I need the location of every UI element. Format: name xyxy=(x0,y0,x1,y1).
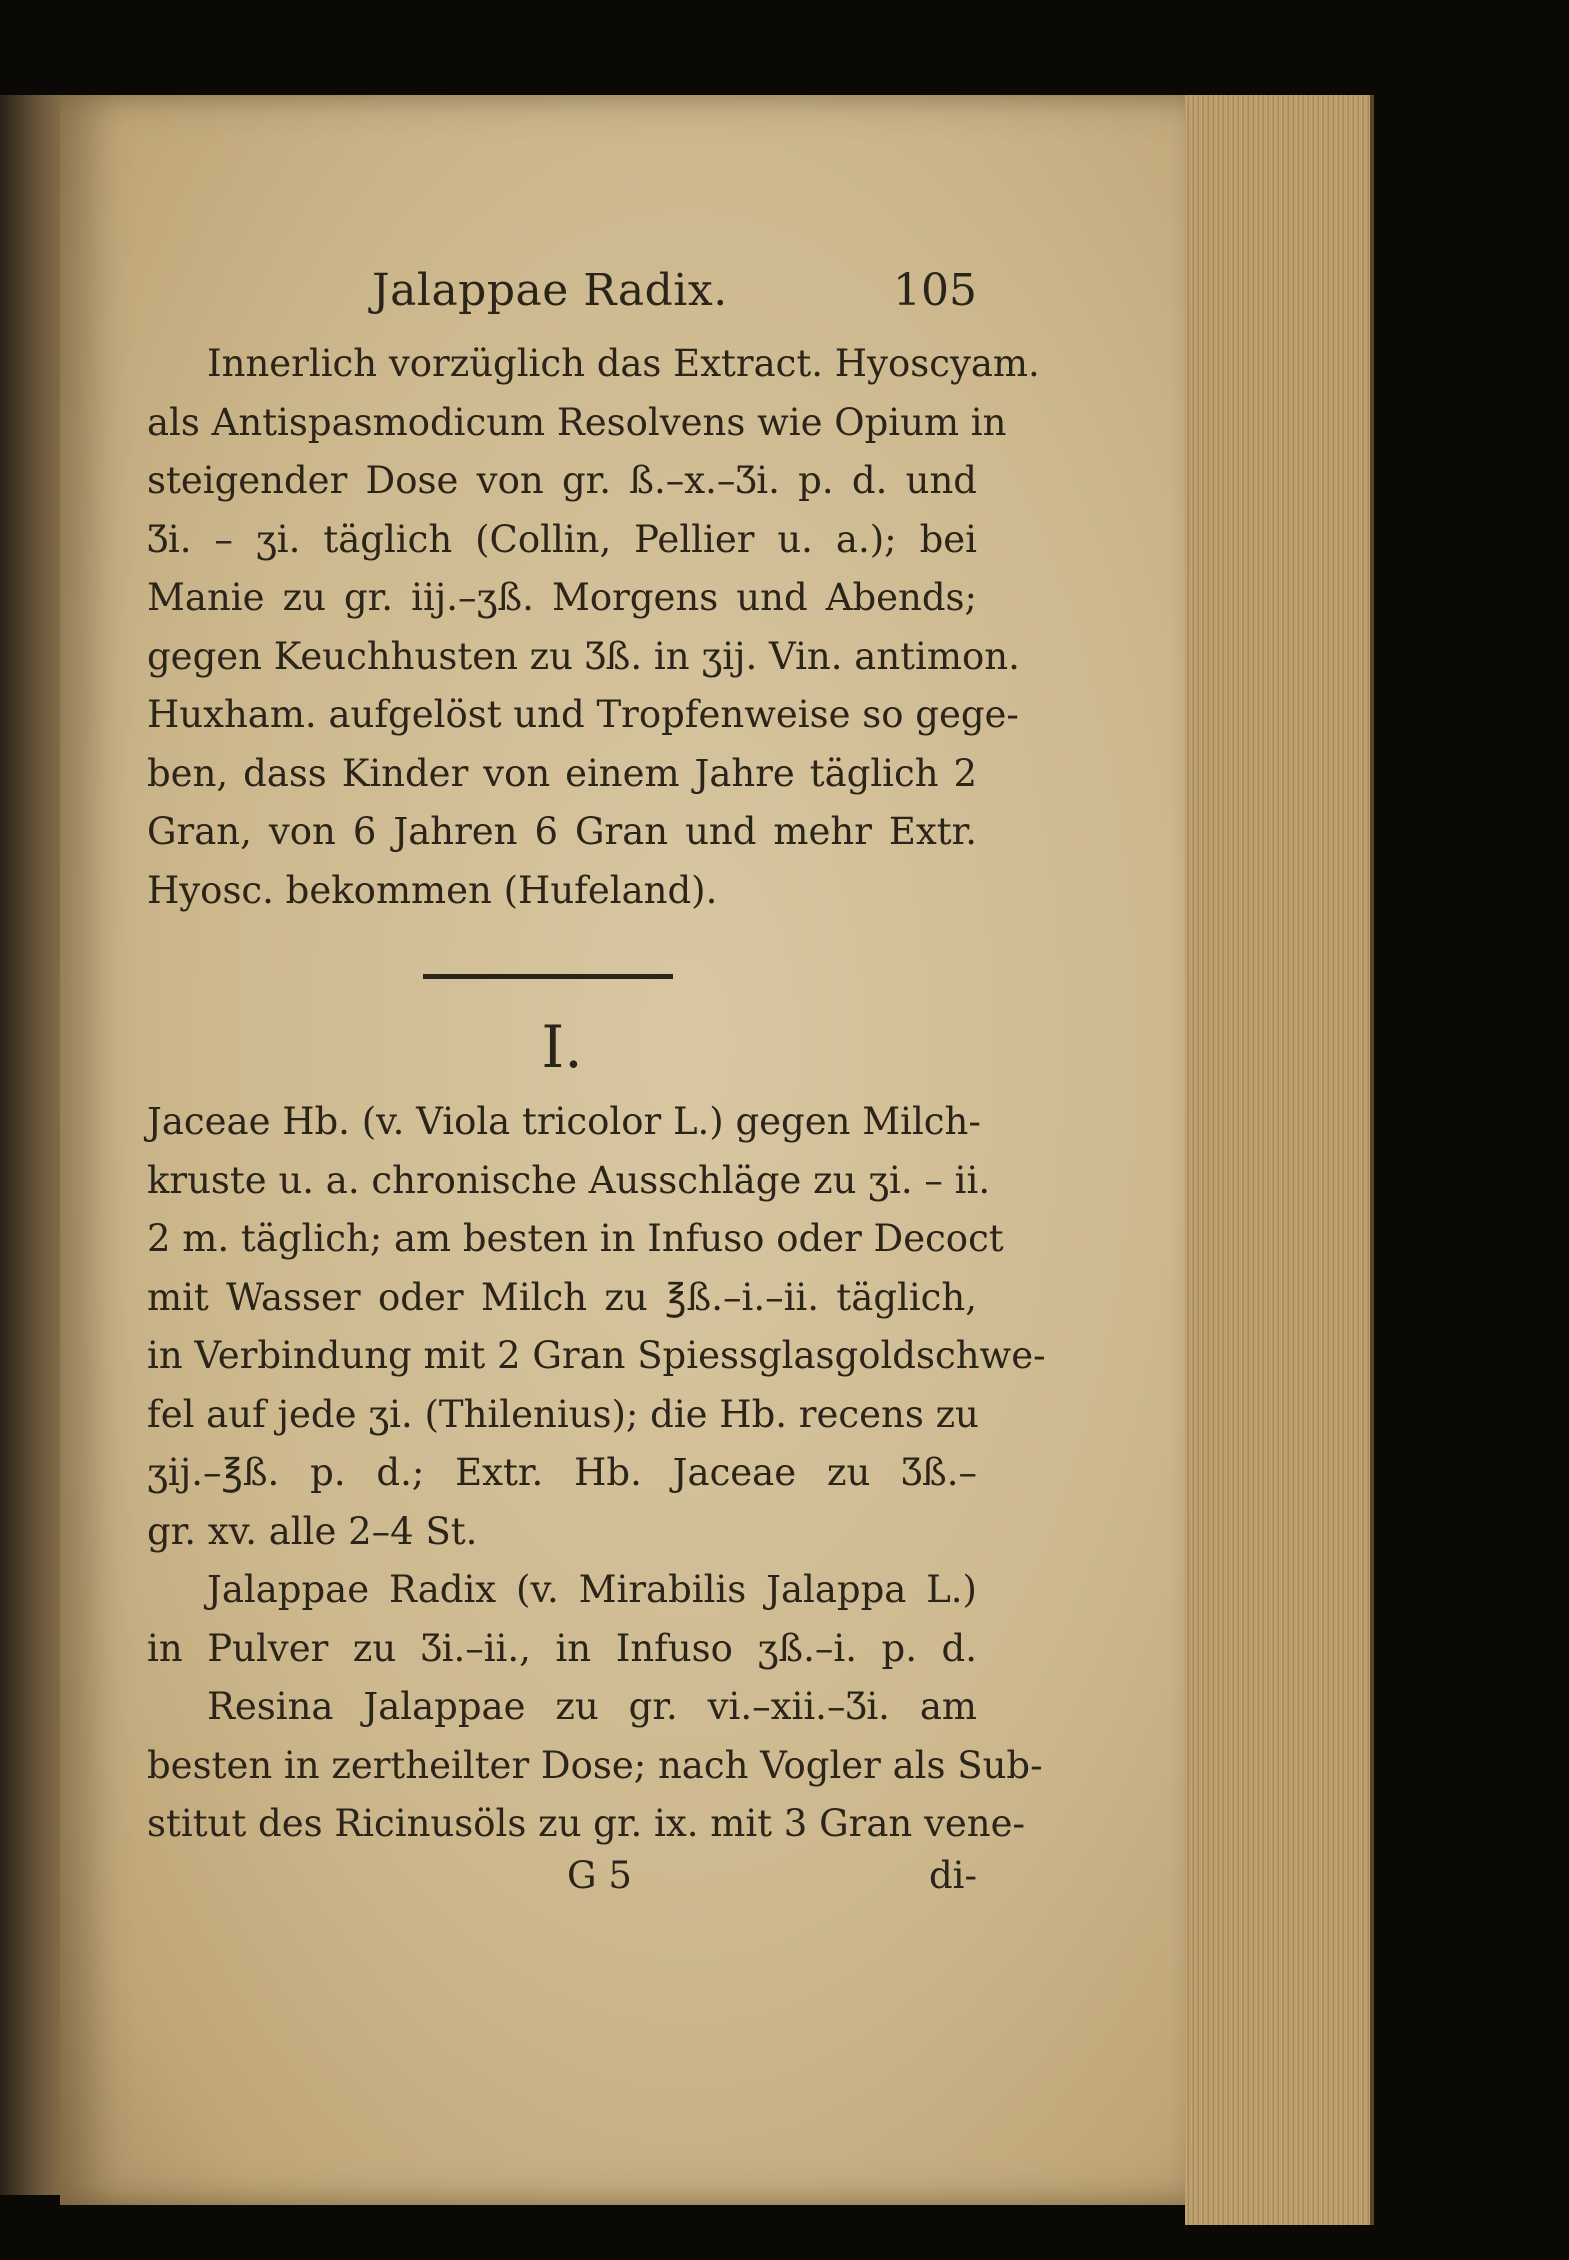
paragraph-resina-jalappae xyxy=(147,1678,1043,1854)
page-edges xyxy=(1185,95,1374,2225)
paragraph-jalappae-radix xyxy=(147,1561,977,1678)
text-line: Resina Jalappae zu gr. vi.–xii.–Ʒi. am xyxy=(207,1685,977,1728)
text-line: Innerlich vorzüglich das Extract. Hyoscyam. xyxy=(207,342,1040,385)
signature-mark: G 5 xyxy=(567,1853,632,1897)
text-line: Hyosc. bekommen (Hufeland). xyxy=(147,868,718,912)
text-line: mit Wasser oder Milch zu ℥ß.–i.–ii. täglich, xyxy=(147,1275,977,1319)
text-line: ben, dass Kinder von einem Jahre täglich 2 xyxy=(147,751,977,795)
text-line: Gran, von 6 Jahren 6 Gran und mehr Extr. xyxy=(147,810,977,853)
text-line: steigender Dose von gr. ß.–x.–Ʒi. p. d. und xyxy=(147,459,977,502)
text-line: in Pulver zu Ʒi.–ii., in Infuso ʒß.–i. p. d. xyxy=(147,1626,977,1670)
text-line: Huxham. aufgelöst und Tropfenweise so gege- xyxy=(147,693,1019,736)
text-line: besten in zertheilter Dose; nach Vogler als Sub- xyxy=(147,1743,1043,1787)
paragraph-hyoscyamus xyxy=(147,335,1040,920)
text-line: Jalappae Radix (v. Mirabilis Jalappa L.) xyxy=(207,1568,977,1611)
text-line: ʒij.–℥ß. p. d.; Extr. Hb. Jaceae zu Ʒß.– xyxy=(147,1451,977,1494)
section-rule xyxy=(423,974,673,979)
catchword: di- xyxy=(928,1853,977,1897)
text-line: Manie zu gr. iij.–ʒß. Morgens und Abends; xyxy=(147,576,977,619)
text-line: in Verbindung mit 2 Gran Spiessglasgoldschwe- xyxy=(147,1334,1046,1377)
paragraph-jaceae xyxy=(147,1093,1046,1561)
section-letter: I. xyxy=(541,1013,583,1081)
text-line: Ʒi. – ʒi. täglich (Collin, Pellier u. a.); bei xyxy=(147,517,977,561)
text-line: als Antispasmodicum Resolvens wie Opium in xyxy=(147,400,1007,444)
page-text xyxy=(147,265,1046,1916)
text-line: kruste u. a. chronische Ausschläge zu ʒi. – ii. xyxy=(147,1158,991,1202)
text-line: 2 m. täglich; am besten in Infuso oder Decoct xyxy=(147,1217,1004,1260)
text-line: gr. xv. alle 2–4 St. xyxy=(147,1509,478,1553)
running-head xyxy=(147,265,977,335)
running-title: Jalappae Radix. xyxy=(372,265,728,316)
text-line: Jaceae Hb. (v. Viola tricolor L.) gegen Milch- xyxy=(147,1100,981,1143)
page-number: 105 xyxy=(893,265,977,316)
text-line: stitut des Ricinusöls zu gr. ix. mit 3 Gran vene- xyxy=(147,1802,1026,1845)
text-line: gegen Keuchhusten zu Ʒß. in ʒij. Vin. antimon. xyxy=(147,634,1020,678)
text-line: fel auf jede ʒi. (Thilenius); die Hb. recens zu xyxy=(147,1392,979,1436)
page-footer xyxy=(147,1854,977,1916)
